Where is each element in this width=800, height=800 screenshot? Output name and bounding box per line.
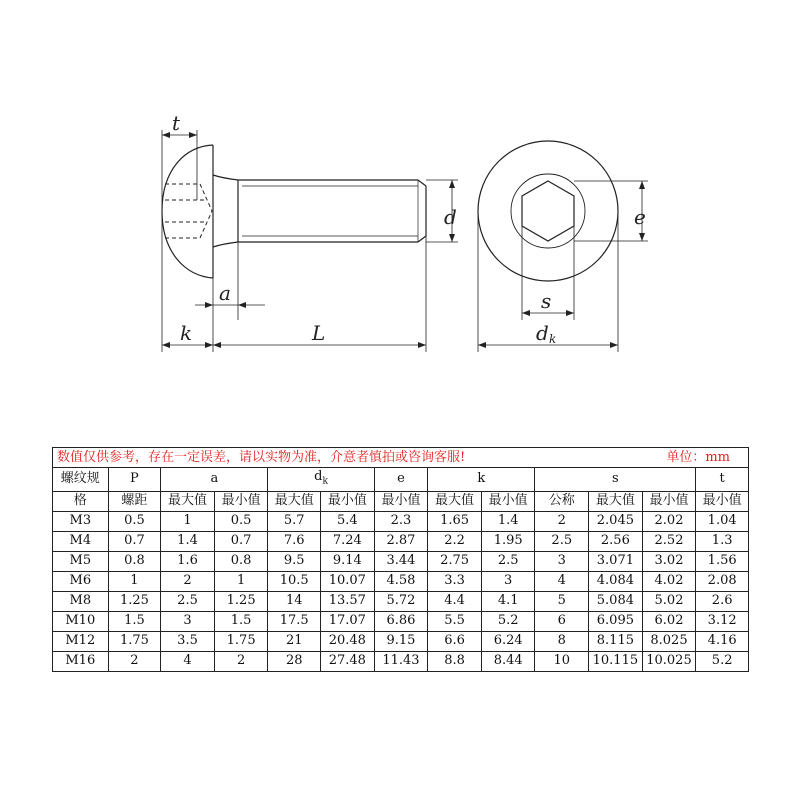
- table-cell: 2: [535, 511, 589, 531]
- table-cell: 3.12: [696, 611, 749, 631]
- thread-size-cell: M6: [53, 571, 109, 591]
- label-k: k: [180, 321, 193, 345]
- table-cell: 1.04: [696, 511, 749, 531]
- button-head-outline: [162, 145, 213, 278]
- header-dk-min: 最小值: [321, 491, 375, 511]
- table-cell: 1.95: [481, 531, 535, 551]
- table-cell: 13.57: [321, 591, 375, 611]
- table-cell: 6.095: [589, 611, 643, 631]
- table-cell: 8.115: [589, 631, 643, 651]
- table-cell: 3: [161, 611, 215, 631]
- table-cell: 3: [481, 571, 535, 591]
- table-cell: 3.44: [374, 551, 428, 571]
- table-cell: 8.025: [642, 631, 696, 651]
- table-row: [53, 651, 749, 671]
- header-t: t: [696, 468, 749, 492]
- header-P: P: [108, 468, 161, 492]
- table-cell: 20.48: [321, 631, 375, 651]
- label-e: e: [634, 205, 646, 229]
- header-dk-subscript: k: [322, 476, 328, 487]
- table-cell: 17.5: [268, 611, 321, 631]
- table-cell: 0.8: [108, 551, 161, 571]
- table-cell: 8.8: [428, 651, 482, 671]
- table-cell: 2.045: [589, 511, 643, 531]
- end-view-outer-circle: [478, 141, 618, 281]
- thread-size-cell: M3: [53, 511, 109, 531]
- table-cell: 4: [535, 571, 589, 591]
- thread-size-cell: M8: [53, 591, 109, 611]
- header-s-nominal: 公称: [535, 491, 589, 511]
- table-cell: 3.5: [161, 631, 215, 651]
- label-d: d: [444, 205, 457, 229]
- table-cell: 2.5: [481, 551, 535, 571]
- table-cell: 8.44: [481, 651, 535, 671]
- header-dk-max: 最大值: [268, 491, 321, 511]
- table-row: [53, 611, 749, 631]
- table-cell: 27.48: [321, 651, 375, 671]
- header-pitch: 螺距: [108, 491, 161, 511]
- table-row: [53, 631, 749, 651]
- table-cell: 1.5: [108, 611, 161, 631]
- hex-socket-hidden-lines: [165, 184, 212, 238]
- table-cell: 6.02: [642, 611, 696, 631]
- dimension-spec-table: [52, 447, 749, 672]
- header-s: s: [535, 468, 696, 492]
- table-cell: 5.2: [696, 651, 749, 671]
- thread-size-cell: M4: [53, 531, 109, 551]
- table-cell: 3.071: [589, 551, 643, 571]
- table-cell: 0.5: [214, 511, 268, 531]
- table-cell: 2.52: [642, 531, 696, 551]
- table-cell: 11.43: [374, 651, 428, 671]
- table-cell: 4.1: [481, 591, 535, 611]
- table-cell: 1.75: [214, 631, 268, 651]
- table-cell: 1.56: [696, 551, 749, 571]
- table-cell: 1.25: [108, 591, 161, 611]
- header-k-min: 最小值: [481, 491, 535, 511]
- table-cell: 1: [108, 571, 161, 591]
- table-row: [53, 591, 749, 611]
- table-cell: 1.4: [481, 511, 535, 531]
- table-cell: 2.75: [428, 551, 482, 571]
- table-cell: 1.5: [214, 611, 268, 631]
- table-cell: 10.115: [589, 651, 643, 671]
- header-t-min: 最小值: [696, 491, 749, 511]
- header-e: e: [374, 468, 428, 492]
- table-cell: 14: [268, 591, 321, 611]
- table-cell: 4.58: [374, 571, 428, 591]
- header-a-min: 最小值: [214, 491, 268, 511]
- header-a-max: 最大值: [161, 491, 215, 511]
- table-cell: 2.56: [589, 531, 643, 551]
- table-cell: 5.4: [321, 511, 375, 531]
- thread-size-cell: M5: [53, 551, 109, 571]
- table-cell: 3: [535, 551, 589, 571]
- table-cell: 4.084: [589, 571, 643, 591]
- hex-socket-outline: [522, 181, 574, 241]
- disclaimer-notice: [53, 448, 749, 468]
- table-cell: 10.025: [642, 651, 696, 671]
- table-cell: 0.5: [108, 511, 161, 531]
- unit-label: 单位：mm: [666, 449, 730, 465]
- table-cell: 5.084: [589, 591, 643, 611]
- table-cell: 1.75: [108, 631, 161, 651]
- table-cell: 1.25: [214, 591, 268, 611]
- table-cell: 6: [535, 611, 589, 631]
- table-cell: 2.2: [428, 531, 482, 551]
- table-cell: 1.6: [161, 551, 215, 571]
- table-cell: 5.02: [642, 591, 696, 611]
- header-dk-main: d: [314, 469, 323, 484]
- table-cell: 1: [161, 511, 215, 531]
- thread-size-cell: M16: [53, 651, 109, 671]
- label-dk-subscript: k: [549, 332, 557, 346]
- header-s-max: 最大值: [589, 491, 643, 511]
- table-cell: 2.6: [696, 591, 749, 611]
- thread-size-cell: M10: [53, 611, 109, 631]
- table-cell: 4.4: [428, 591, 482, 611]
- table-cell: 5.72: [374, 591, 428, 611]
- table-cell: 0.8: [214, 551, 268, 571]
- table-cell: 9.15: [374, 631, 428, 651]
- thread-size-cell: M12: [53, 631, 109, 651]
- header-dk: [268, 468, 374, 492]
- header-k: k: [428, 468, 535, 492]
- table-cell: 2.3: [374, 511, 428, 531]
- table-cell: 2.08: [696, 571, 749, 591]
- table-cell: 2: [108, 651, 161, 671]
- table-cell: 4.16: [696, 631, 749, 651]
- table-row: [53, 511, 749, 531]
- table-cell: 2.5: [535, 531, 589, 551]
- table-cell: 2.5: [161, 591, 215, 611]
- table-cell: 1: [214, 571, 268, 591]
- table-cell: 4.02: [642, 571, 696, 591]
- table-cell: 2.87: [374, 531, 428, 551]
- table-cell: 5: [535, 591, 589, 611]
- table-cell: 10.07: [321, 571, 375, 591]
- header-a: a: [161, 468, 268, 492]
- header-thread-spec-2: 格: [53, 491, 109, 511]
- table-cell: 1.3: [696, 531, 749, 551]
- table-row: [53, 531, 749, 551]
- table-cell: 7.24: [321, 531, 375, 551]
- table-row: [53, 571, 749, 591]
- table-row: [53, 551, 749, 571]
- table-cell: 17.07: [321, 611, 375, 631]
- label-dk: d: [536, 321, 549, 345]
- table-cell: 3.02: [642, 551, 696, 571]
- table-cell: 4: [161, 651, 215, 671]
- table-cell: 0.7: [214, 531, 268, 551]
- table-cell: 8: [535, 631, 589, 651]
- label-a: a: [219, 281, 231, 305]
- table-cell: 7.6: [268, 531, 321, 551]
- table-cell: 21: [268, 631, 321, 651]
- table-cell: 28: [268, 651, 321, 671]
- table-cell: 5.5: [428, 611, 482, 631]
- table-cell: 9.5: [268, 551, 321, 571]
- label-s: s: [541, 289, 552, 313]
- table-cell: 10: [535, 651, 589, 671]
- table-cell: 2: [161, 571, 215, 591]
- table-cell: 0.7: [108, 531, 161, 551]
- table-body: [53, 511, 749, 671]
- label-L: L: [312, 321, 326, 345]
- table-cell: 5.7: [268, 511, 321, 531]
- table-cell: 6.6: [428, 631, 482, 651]
- header-s-min: 最小值: [642, 491, 696, 511]
- table-cell: 2: [214, 651, 268, 671]
- header-e-min: 最小值: [374, 491, 428, 511]
- table-cell: 1.65: [428, 511, 482, 531]
- label-t: t: [172, 111, 181, 135]
- table-cell: 6.86: [374, 611, 428, 631]
- table-cell: 9.14: [321, 551, 375, 571]
- table-cell: 10.5: [268, 571, 321, 591]
- header-k-max: 最大值: [428, 491, 482, 511]
- table-cell: 2.02: [642, 511, 696, 531]
- table-cell: 1.4: [161, 531, 215, 551]
- table-cell: 5.2: [481, 611, 535, 631]
- table-cell: 3.3: [428, 571, 482, 591]
- header-thread-spec: 螺纹规: [53, 468, 109, 492]
- table-cell: 6.24: [481, 631, 535, 651]
- disclaimer-text: 数值仅供参考，存在一定误差，请以实物为准，介意者慎拍或咨询客服!: [57, 449, 466, 465]
